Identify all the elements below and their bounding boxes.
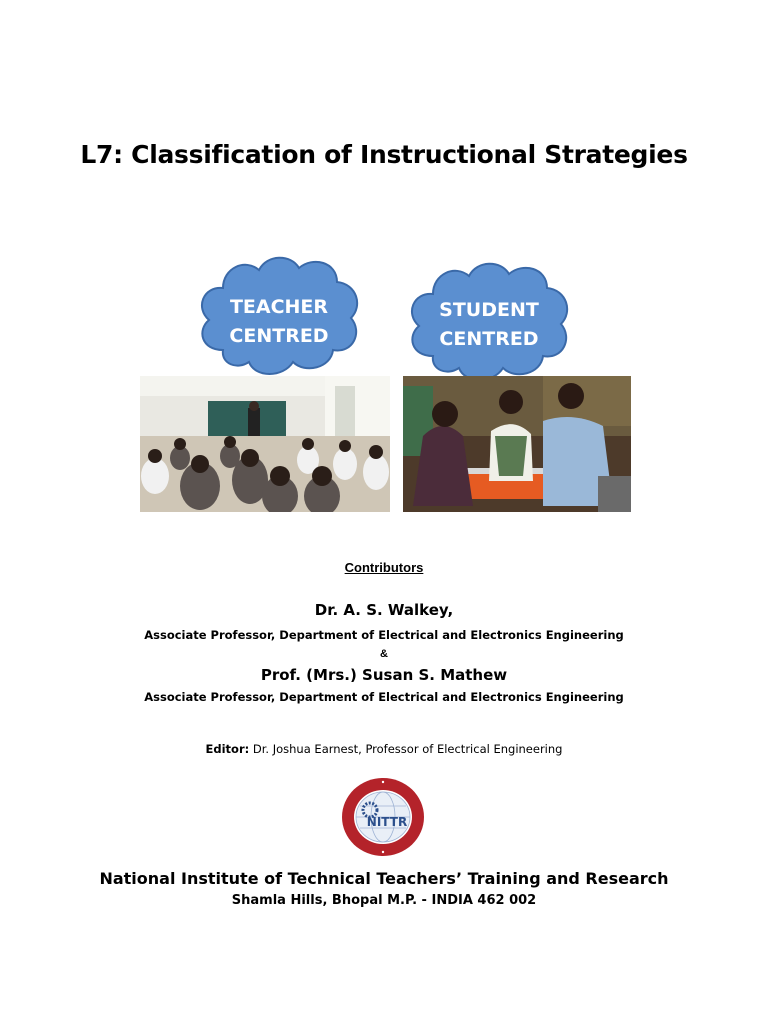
student-line1: STUDENT <box>439 299 539 321</box>
teacher-line2: CENTRED <box>229 325 329 347</box>
institute-name: National Institute of Technical Teachers’ Training and Research <box>99 869 669 888</box>
page-title: L7: Classification of Instructional Strategies <box>80 140 688 169</box>
contributor-separator: & <box>380 648 388 660</box>
student-line2: CENTRED <box>439 328 539 350</box>
contributor-1-name: Dr. A. S. Walkey, <box>314 601 454 619</box>
institute-address: Shamla Hills, Bhopal M.P. - INDIA 462 002 <box>231 893 537 908</box>
classroom-photo <box>140 376 390 512</box>
teacher-line1: TEACHER <box>229 296 329 318</box>
contributor-1-role: Associate Professor, Department of Electrical and Electronics Engineering <box>144 628 624 642</box>
editor-text: Dr. Joshua Earnest, Professor of Electrical Engineering <box>249 742 563 756</box>
student-centred-label <box>403 296 575 354</box>
lab-photo <box>403 376 631 512</box>
editor-prefix: Editor: <box>205 742 250 756</box>
teacher-centred-label <box>193 293 365 351</box>
contributor-2-name: Prof. (Mrs.) Susan S. Mathew <box>260 666 508 684</box>
nittr-logo <box>340 776 426 858</box>
contributor-2-role: Associate Professor, Department of Electrical and Electronics Engineering <box>144 690 624 704</box>
editor-line <box>0 742 768 756</box>
logo-lettering: NITTR <box>366 815 408 829</box>
contributors-heading: Contributors <box>344 560 424 575</box>
